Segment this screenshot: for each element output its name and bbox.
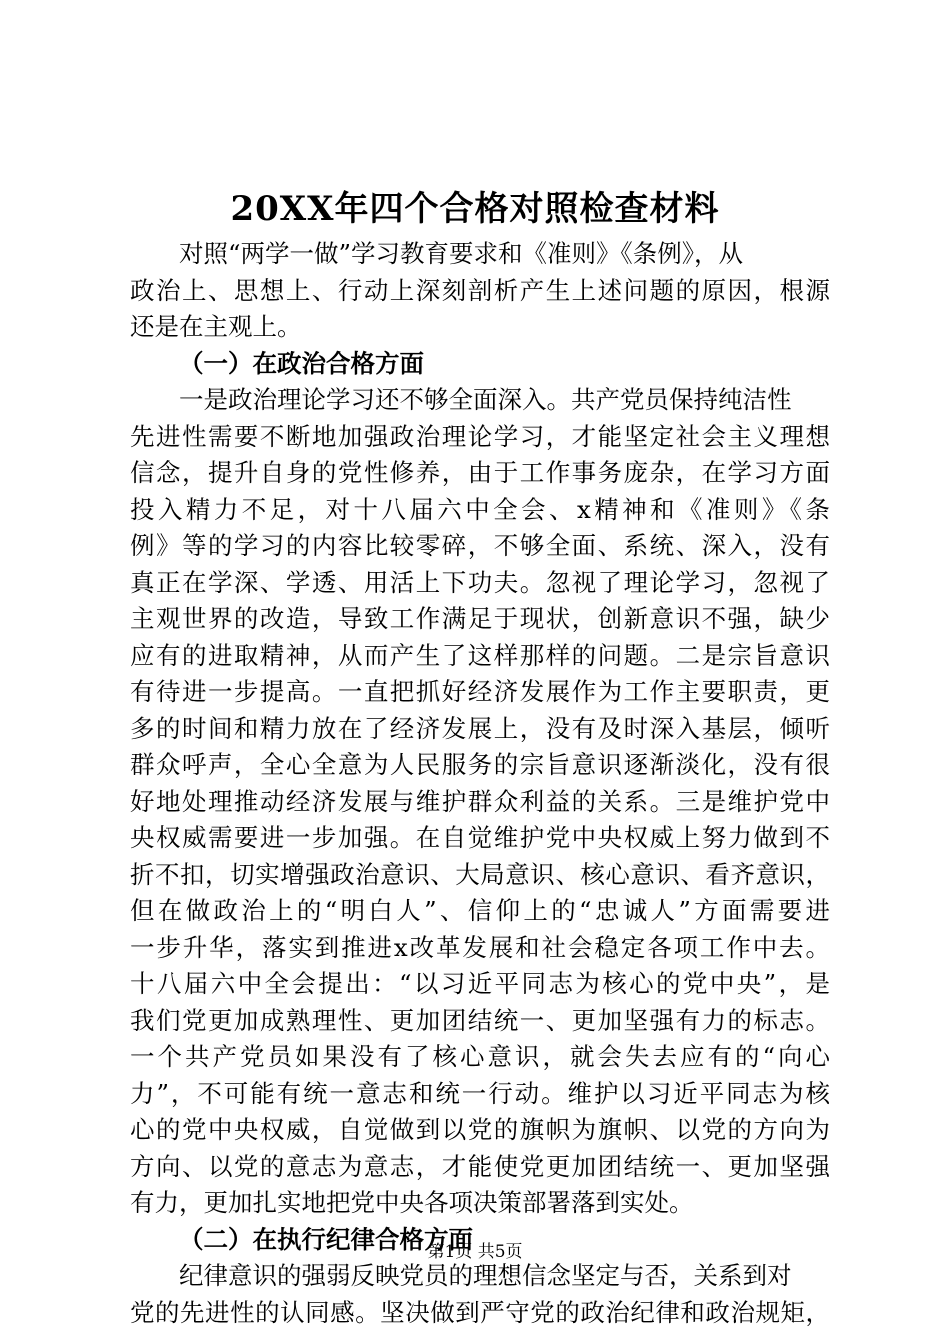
- paragraph-line: 信念，提升自身的党性修养，由于工作事务庞杂，在学习方面: [130, 458, 830, 487]
- paragraph-line: 心的党中央权威，自觉做到以党的旗帜为旗帜、以党的方向为: [130, 1115, 830, 1144]
- document-title: 20XX年四个合格对照检查材料: [230, 189, 720, 229]
- paragraph-line: 投入精力不足，对十八届六中全会、x精神和《准则》《条: [130, 494, 830, 524]
- paragraph-line: 有待进一步提高。一直把抓好经济发展作为工作主要职责，更: [130, 677, 830, 706]
- section-heading-political: （一）在政治合格方面: [179, 348, 424, 378]
- paragraph-line: 一步升华，落实到推进x改革发展和社会稳定各项工作中去。: [130, 932, 830, 962]
- paragraph-line: 先进性需要不断地加强政治理论学习，才能坚定社会主义理想: [130, 421, 830, 451]
- paragraph-line: 我们党更加成熟理性、更加团结统一、更加坚强有力的标志。: [130, 1005, 830, 1035]
- paragraph-line: 还是在主观上。: [130, 312, 302, 341]
- paragraph-line: 例》等的学习的内容比较零碎，不够全面、系统、深入，没有: [130, 531, 830, 560]
- paragraph-line: 一是政治理论学习还不够全面深入。共产党员保持纯洁性: [179, 385, 792, 414]
- paragraph-line: 政治上、思想上、行动上深刻剖析产生上述问题的原因，根源: [130, 275, 830, 305]
- section-heading-discipline: （二）在执行纪律合格方面: [179, 1224, 473, 1254]
- paragraph-line: 主观世界的改造，导致工作满足于现状，创新意识不强，缺少: [130, 604, 830, 633]
- paragraph-line: 有力，更加扎实地把党中央各项决策部署落到实处。: [130, 1188, 694, 1217]
- paragraph-line: 党的先进性的认同感。坚决做到严守党的政治纪律和政治规矩，: [130, 1297, 830, 1327]
- paragraph-line: 纪律意识的强弱反映党员的理想信念坚定与否，关系到对: [179, 1261, 792, 1290]
- paragraph-line: 力”，不可能有统一意志和统一行动。维护以习近平同志为核: [130, 1078, 830, 1108]
- paragraph-line: 十八届六中全会提出：“以习近平同志为核心的党中央”，是: [130, 969, 830, 998]
- paragraph-line: 好地处理推动经济发展与维护群众利益的关系。三是维护党中: [130, 786, 830, 816]
- paragraph-line: 方向、以党的意志为意志，才能使党更加团结统一、更加坚强: [130, 1151, 830, 1181]
- paragraph-line: 一个共产党员如果没有了核心意识，就会失去应有的“向心: [130, 1042, 830, 1071]
- paragraph-line: 央权威需要进一步加强。在自觉维护党中央权威上努力做到不: [130, 823, 830, 852]
- page-footer: 第1页 共5页: [427, 1242, 523, 1262]
- paragraph-line: 折不扣，切实增强政治意识、大局意识、核心意识、看齐意识，: [130, 859, 830, 889]
- paragraph-line: 群众呼声，全心全意为人民服务的宗旨意识逐渐淡化，没有很: [130, 750, 830, 779]
- document-body: [130, 236, 830, 1331]
- paragraph-line: 对照“两学一做”学习教育要求和《准则》《条例》，从: [179, 239, 744, 268]
- paragraph-line: 应有的进取精神，从而产生了这样那样的问题。二是宗旨意识: [130, 640, 830, 670]
- paragraph-line: 但在做政治上的“明白人”、信仰上的“忠诚人”方面需要进: [130, 896, 830, 925]
- paragraph-line: 真正在学深、学透、用活上下功夫。忽视了理论学习，忽视了: [130, 567, 830, 597]
- paragraph-line: 多的时间和精力放在了经济发展上，没有及时深入基层，倾听: [130, 713, 830, 743]
